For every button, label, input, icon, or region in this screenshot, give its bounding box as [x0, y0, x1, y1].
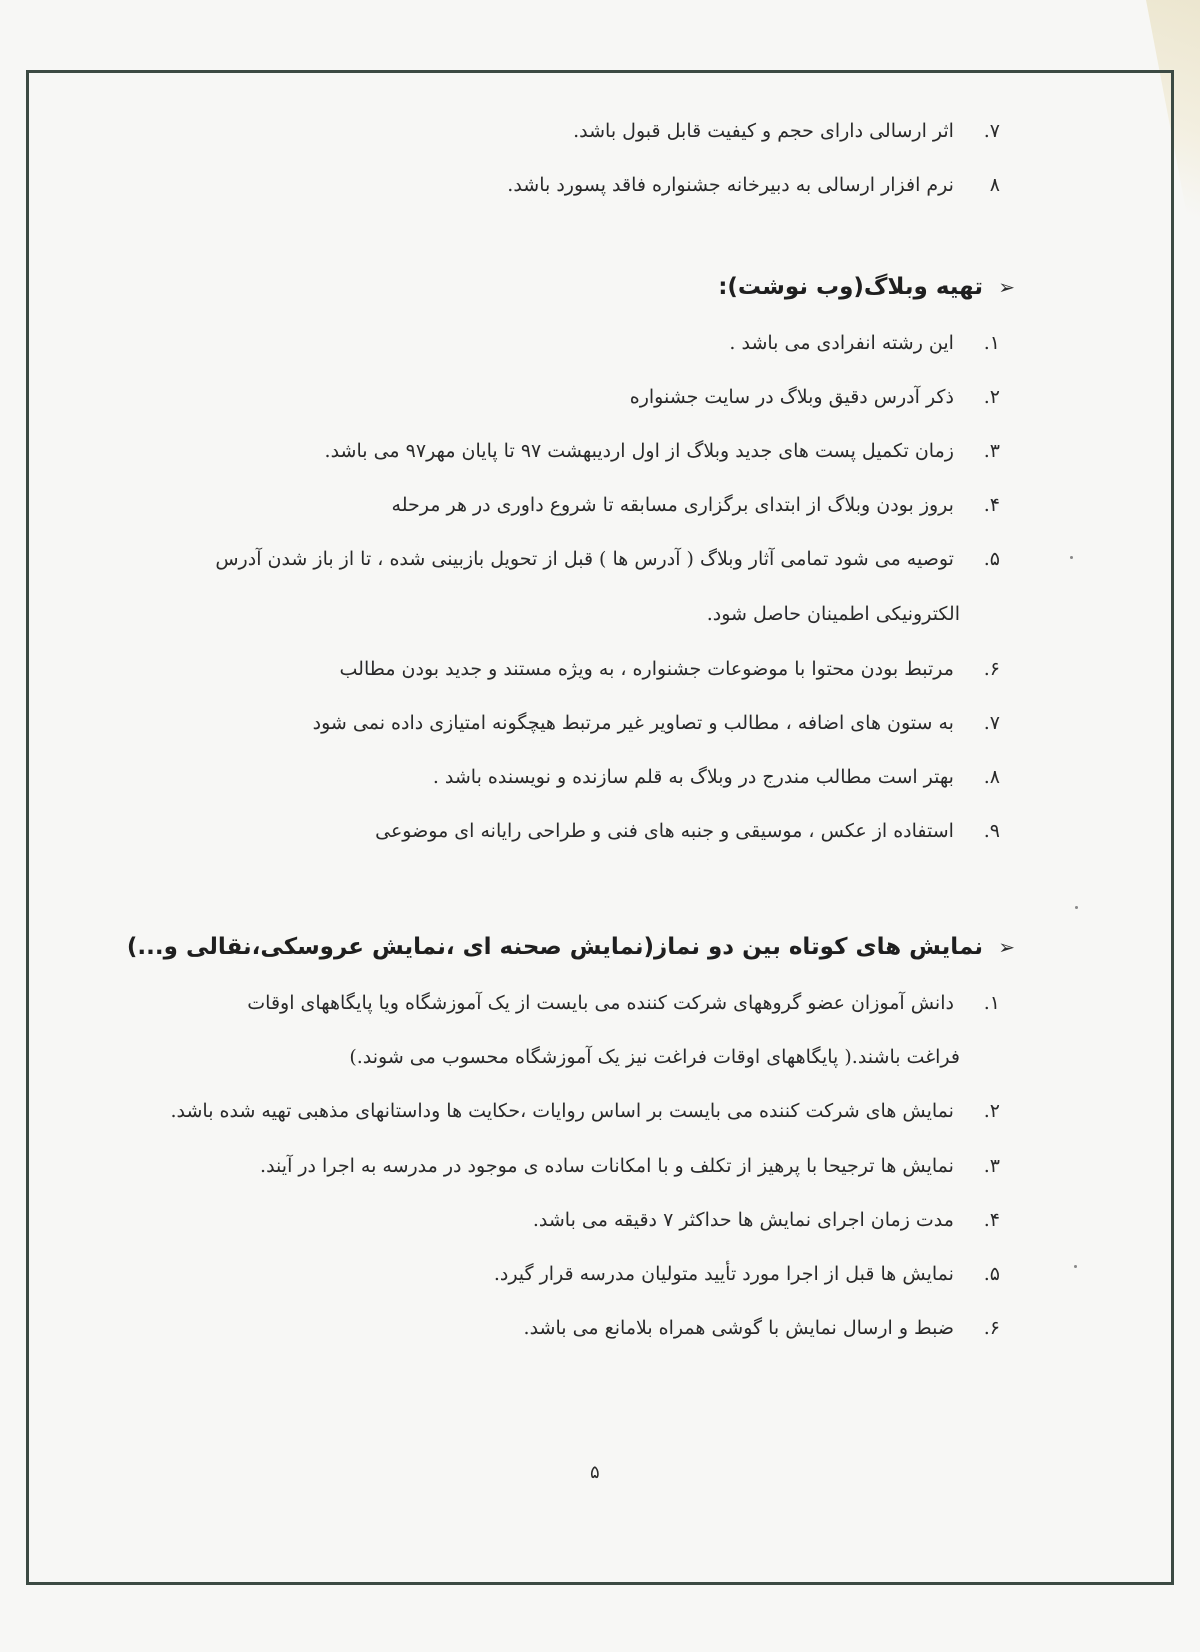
item-text: مرتبط بودن محتوا با موضوعات جشنواره ، به ویژه مستند و جدید بودن مطالب	[339, 658, 954, 680]
list-item	[247, 990, 1000, 1016]
item-continuation: فراغت باشند.( پایگاههای اوقات فراغت نیز یک آموزشگاه محسوب می شوند.)	[349, 1046, 960, 1068]
list-item	[325, 438, 1000, 464]
item-text: زمان تکمیل پست های جدید وبلاگ از اول اردیبهشت ۹۷ تا پایان مهر۹۷ می باشد.	[324, 440, 954, 462]
list-item	[392, 492, 1000, 518]
list-item	[729, 330, 1000, 356]
item-number: ۶.	[983, 658, 1000, 680]
item-text: مدت زمان اجرای نمایش ها حداکثر ۷ دقیقه می باشد.	[532, 1209, 954, 1231]
item-number: ۲.	[983, 386, 1000, 408]
list-item	[630, 384, 1000, 410]
item-number: ۴.	[983, 494, 1000, 516]
heading-text: تهیه وبلاگ(وب نوشت):	[718, 274, 983, 300]
list-item	[170, 1098, 1000, 1124]
item-number: ۷.	[983, 120, 1000, 142]
item-text: بروز بودن وبلاگ از ابتدای برگزاری مسابقه تا شروع داوری در هر مرحله	[391, 494, 954, 516]
scan-speck	[1074, 1265, 1077, 1268]
scan-speck	[1070, 556, 1073, 559]
item-text: نمایش ها ترجیحا با پرهیز از تکلف و با امکانات ساده ی موجود در مدرسه به اجرا در آیند.	[260, 1155, 954, 1177]
list-item	[340, 656, 1001, 682]
item-text: نرم افزار ارسالی به دبیرخانه جشنواره فاقد پسورد باشد.	[507, 174, 954, 196]
list-item	[260, 1153, 1000, 1179]
item-text: استفاده از عکس ، موسیقی و جنبه های فنی و طراحی رایانه ای موضوعی	[375, 820, 954, 842]
list-item	[524, 1315, 1000, 1341]
item-number: ۳.	[983, 1155, 1000, 1177]
item-text: ضبط و ارسال نمایش با گوشی همراه بلامانع می باشد.	[523, 1317, 954, 1339]
item-number: ۷.	[983, 712, 1000, 734]
item-number: ۳.	[983, 440, 1000, 462]
list-item	[507, 172, 1000, 198]
item-text: نمایش های شرکت کننده می بایست بر اساس روایات ،حکایت ها وداستانهای مذهبی تهیه شده باشد.	[170, 1100, 954, 1122]
item-number: ۴.	[983, 1209, 1000, 1231]
list-item	[313, 710, 1000, 736]
list-item	[533, 1207, 1000, 1233]
item-number: ۶.	[983, 1317, 1000, 1339]
item-number: ۱.	[983, 332, 1000, 354]
item-number: ۸.	[983, 766, 1000, 788]
item-text: اثر ارسالی دارای حجم و کیفیت قابل قبول باشد.	[573, 120, 954, 142]
heading-text: نمایش های کوتاه بین دو نماز(نمایش صحنه ای ،نمایش عروسکی،نقالی و...)	[126, 934, 983, 960]
item-number: ۵.	[983, 548, 1000, 570]
page-number: ۵	[590, 1462, 600, 1483]
list-item	[215, 546, 1000, 572]
plays-heading	[127, 931, 1015, 963]
arrow-bullet-icon: ➢	[998, 275, 1015, 299]
item-number: ۹.	[983, 820, 1000, 842]
item-text: بهتر است مطالب مندرج در وبلاگ به قلم سازنده و نویسنده باشد .	[432, 766, 954, 788]
list-item	[375, 818, 1000, 844]
item-text: ذکر آدرس دقیق وبلاگ در سایت جشنواره	[629, 386, 954, 408]
item-number: ۵.	[983, 1263, 1000, 1285]
item-number: ۱.	[983, 992, 1000, 1014]
item-text: به ستون های اضافه ، مطالب و تصاویر غیر مرتبط هیچگونه امتیازی داده نمی شود	[312, 712, 954, 734]
list-item	[433, 764, 1000, 790]
item-number: ۸	[989, 174, 1000, 196]
item-text: نمایش ها قبل از اجرا مورد تأیید متولیان مدرسه قرار گیرد.	[493, 1263, 954, 1285]
arrow-bullet-icon: ➢	[998, 935, 1015, 959]
list-item	[573, 118, 1000, 144]
item-text: این رشته انفرادی می باشد .	[729, 332, 954, 354]
item-text: توصیه می شود تمامی آثار وبلاگ ( آدرس ها ) قبل از تحویل بازبینی شده ، تا از باز شدن آدرس	[215, 548, 954, 570]
weblog-heading	[718, 271, 1015, 303]
item-continuation: الکترونیکی اطمینان حاصل شود.	[706, 603, 960, 625]
scan-speck	[1075, 906, 1078, 909]
item-number: ۲.	[983, 1100, 1000, 1122]
item-text: دانش آموزان عضو گروههای شرکت کننده می بایست از یک آموزشگاه ویا پایگاههای اوقات	[247, 992, 954, 1014]
list-item	[494, 1261, 1000, 1287]
